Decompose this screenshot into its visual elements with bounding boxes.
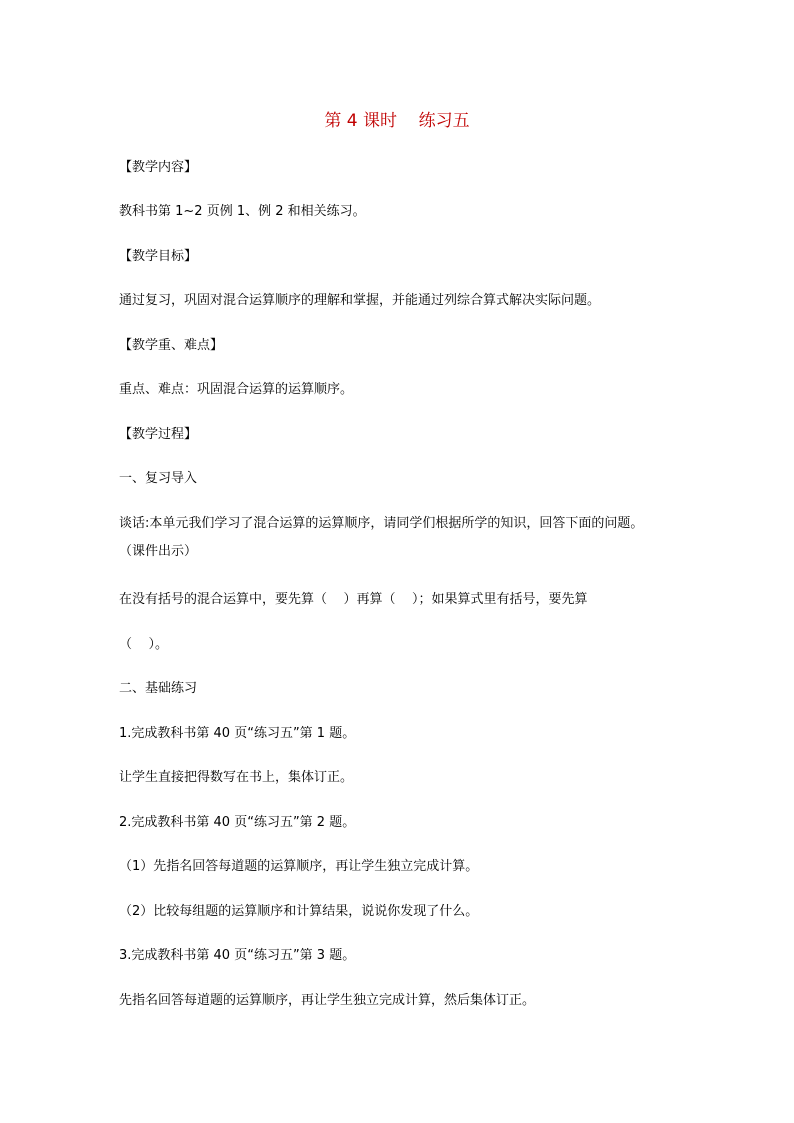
exercise-3-title: 3.完成教科书第 40 页“练习五”第 3 题。 — [119, 948, 356, 963]
review-question-line-1: 在没有括号的混合运算中，要先算（ ）再算（ ）；如果算式里有括号，要先算 — [119, 592, 588, 607]
heading-teaching-goals: 【教学目标】 — [119, 249, 198, 264]
review-intro-talk: 谈话:本单元我们学习了混合运算的运算顺序，请同学们根据所学的知识，回答下面的问题。 — [119, 516, 644, 531]
review-question-line-2: （ ）。 — [119, 637, 169, 652]
key-points-text: 重点、难点：巩固混合运算的运算顺序。 — [119, 382, 354, 397]
teaching-content-text: 教科书第 1~2 页例 1、例 2 和相关练习。 — [119, 204, 366, 219]
heading-teaching-content: 【教学内容】 — [119, 160, 198, 175]
courseware-note: （课件出示） — [119, 544, 198, 559]
section-review-intro: 一、复习导入 — [119, 471, 198, 486]
exercise-1-text: 让学生直接把得数写在书上，集体订正。 — [119, 770, 354, 785]
exercise-1-title: 1.完成教科书第 40 页“练习五”第 1 题。 — [119, 726, 356, 741]
exercise-3-text: 先指名回答每道题的运算顺序，再让学生独立完成计算，然后集体订正。 — [119, 993, 536, 1008]
heading-key-points: 【教学重、难点】 — [119, 338, 224, 353]
exercise-2-step-1: （1）先指名回答每道题的运算顺序，再让学生独立完成计算。 — [119, 859, 479, 874]
heading-teaching-process: 【教学过程】 — [119, 427, 198, 442]
section-basic-practice: 二、基础练习 — [119, 681, 198, 696]
exercise-2-title: 2.完成教科书第 40 页“练习五”第 2 题。 — [119, 815, 356, 830]
lesson-title: 第 4 课时 练习五 — [324, 111, 470, 131]
teaching-goals-text: 通过复习，巩固对混合运算顺序的理解和掌握，并能通过列综合算式解决实际问题。 — [119, 293, 601, 308]
exercise-2-step-2: （2）比较每组题的运算顺序和计算结果，说说你发现了什么。 — [119, 904, 479, 919]
